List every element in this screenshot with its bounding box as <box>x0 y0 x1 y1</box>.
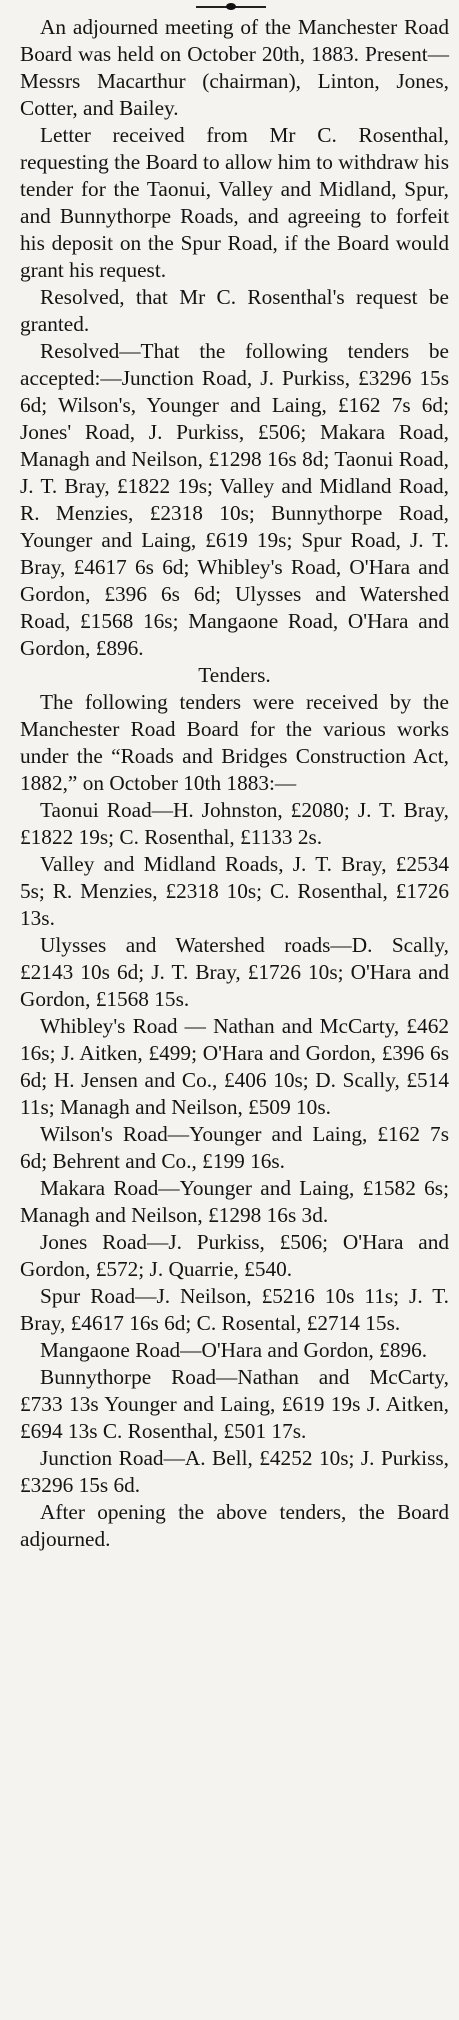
tenders-intro-paragraph: The following tenders were received by the Manchester Road Board for the various works under the “Roads and Bridges Construction Act, 1882,” on October 10th 1883:— <box>20 690 449 795</box>
tender-taonui-road: Taonui Road—H. Johnston, £2080; J. T. Bray, £1822 19s; C. Rosenthal, £1133 2s. <box>20 798 449 849</box>
tender-junction-road: Junction Road—A. Bell, £4252 10s; J. Purkiss, £3296 15s 6d. <box>20 1446 449 1497</box>
tender-valley-midland-roads: Valley and Midland Roads, J. T. Bray, £2534 5s; R. Menzies, £2318 10s; C. Rosenthal, £1726 13s. <box>20 852 449 930</box>
tender-bunnythorpe-road: Bunnythorpe Road—Nathan and McCarty, £733 13s Younger and Laing, £619 19s J. Aitken, £694 13s C. Rosenthal, £501 17s. <box>20 1365 449 1443</box>
resolution-paragraph: Resolved, that Mr C. Rosenthal's request be granted. <box>20 285 449 336</box>
tender-spur-road: Spur Road—J. Neilson, £5216 10s 11s; J. T. Bray, £4617 16s 6d; C. Rosental, £2714 15s. <box>20 1284 449 1335</box>
tender-mangaone-road: Mangaone Road—O'Hara and Gordon, £896. <box>40 1338 428 1362</box>
accepted-tenders-paragraph: Resolved—That the following tenders be accepted:—Junction Road, J. Purkiss, £3296 15s 6d; Wilson's, Younger and Laing, £162 7s 6d; Jones' Road, J. Purkiss, £506; Makara Road, Managh and Neilson, £1298 16s 8d; Taonui Road, J. T. Bray, £1822 19s; Valley and Midland Road, R. Menzies, £2318 10s; Bunnythorpe Road, Younger and Laing, £619 19s; Spur Road, J. T. Bray, £4617 6s 6d; Whibley's Road, O'Hara and Gordon, £396 6s 6d; Ulysses and Watershed Road, £1568 16s; Mangaone Road, O'Hara and Gordon, £896. <box>20 339 449 660</box>
letter-paragraph: Letter received from Mr C. Rosenthal, requesting the Board to allow him to withdraw his tender for the Taonui, Valley and Midland, Spur, and Bunnythorpe Roads, and agreeing to forfeit his deposit on the Spur Road, if the Board would grant his request. <box>20 123 449 282</box>
header-rule-ornament <box>226 3 236 10</box>
meeting-paragraph: An adjourned meeting of the Manchester Road Board was held on October 20th, 1883. Present—Messrs Macarthur (chairman), Linton, Jones, Cotter, and Bailey. <box>20 15 449 120</box>
tenders-heading: Tenders. <box>198 663 271 687</box>
tender-jones-road: Jones Road—J. Purkiss, £506; O'Hara and Gordon, £572; J. Quarrie, £540. <box>20 1230 449 1281</box>
closing-paragraph: After opening the above tenders, the Board adjourned. <box>20 1500 449 1551</box>
tender-wilsons-road: Wilson's Road—Younger and Laing, £162 7s 6d; Behrent and Co., £199 16s. <box>20 1122 449 1173</box>
tender-ulysses-watershed-roads: Ulysses and Watershed roads—D. Scally, £2143 10s 6d; J. T. Bray, £1726 10s; O'Hara and Gordon, £1568 15s. <box>20 933 449 1011</box>
tender-whibleys-road: Whibley's Road — Nathan and McCarty, £462 16s; J. Aitken, £499; O'Hara and Gordon, £396 6s 6d; H. Jensen and Co., £406 10s; D. Scally, £514 11s; Managh and Neilson, £509 10s. <box>20 1014 449 1119</box>
tender-makara-road: Makara Road—Younger and Laing, £1582 6s; Managh and Neilson, £1298 16s 3d. <box>20 1176 449 1227</box>
